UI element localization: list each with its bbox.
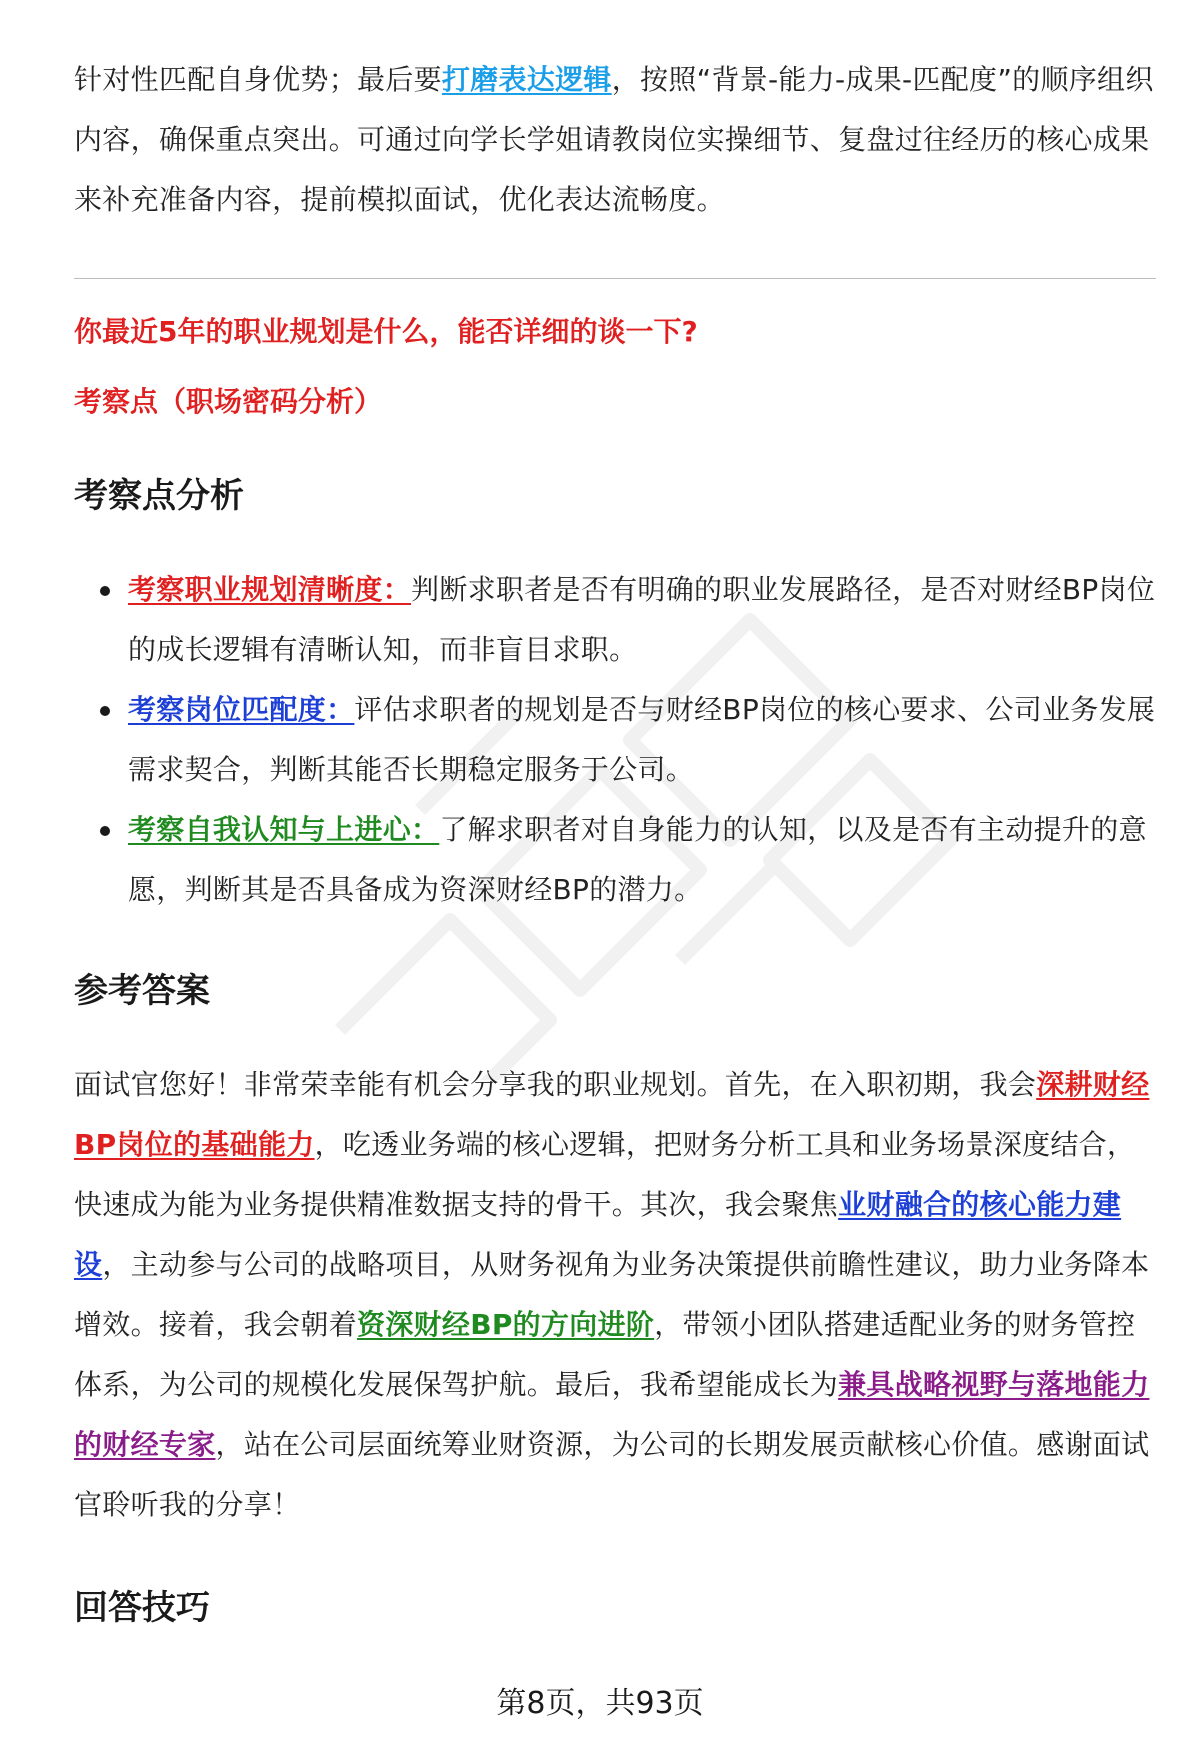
list-item: [128, 800, 1156, 920]
highlight-basic-ability: 深耕财经BP岗位的基础能力: [74, 1068, 1150, 1161]
page-footer: 第8页，共93页: [496, 1686, 704, 1721]
answer-text-4: ，带领小团队搭建适配业务的财务管控体系，为公司的规模化发展保驾护航。最后，我希望能成长为: [74, 1308, 1136, 1401]
list-item: [128, 560, 1156, 680]
analysis-list: [128, 560, 1156, 920]
highlight-finance-expert: 兼具战略视野与落地能力的财经专家: [74, 1368, 1150, 1461]
highlight-polish-logic: 打磨表达逻辑: [441, 63, 612, 96]
highlight-core-ability: 业财融合的核心能力建设: [74, 1188, 1122, 1281]
tips-heading: 回答技巧: [74, 1588, 210, 1628]
analysis-item-text: 了解求职者对自身能力的认知，以及是否有主动提升的意愿，判断其是否具备成为资深财经BP的潜力。: [128, 813, 1147, 906]
analysis-item-text: 判断求职者是否有明确的职业发展路径，是否对财经BP岗位的成长逻辑有清晰认知，而非盲目求职。: [128, 573, 1156, 666]
section-divider: [74, 278, 1156, 279]
analysis-item-text: 评估求职者的规划是否与财经BP岗位的核心要求、公司业务发展需求契合，判断其能否长期稳定服务于公司。: [128, 693, 1156, 786]
analysis-heading: 考察点分析: [74, 476, 244, 516]
answer-text-1: 面试官您好！非常荣幸能有机会分享我的职业规划。首先，在入职初期，我会: [74, 1068, 1037, 1101]
intro-paragraph: [74, 50, 1156, 230]
answer-paragraph: [74, 1055, 1156, 1535]
list-item: [128, 680, 1156, 800]
answer-text-2: ，吃透业务端的核心逻辑，把财务分析工具和业务场景深度结合，快速成为能为业务提供精准数据支持的骨干。其次，我会聚焦: [74, 1128, 1136, 1221]
intro-text-2: ，按照“背景-能力-成果-匹配度”的顺序组织内容，确保重点突出。可通过向学长学姐请教岗位实操细节、复盘过往经历的核心成果来补充准备内容，提前模拟面试，优化表达流畅度。: [74, 63, 1154, 216]
exam-point-label: 考察点（职场密码分析）: [74, 385, 383, 418]
bullet-dot-icon: [100, 826, 110, 836]
highlight-senior-bp: 资深财经BP的方向进阶: [357, 1308, 655, 1341]
analysis-item-label: 考察职业规划清晰度：: [128, 573, 412, 606]
interview-question: 你最近5年的职业规划是什么，能否详细的谈一下?: [74, 315, 698, 348]
answer-text-5: ，站在公司层面统筹业财资源，为公司的长期发展贡献核心价值。感谢面试官聆听我的分享！: [74, 1428, 1150, 1521]
intro-text-1: 针对性匹配自身优势；最后要: [74, 63, 442, 96]
bullet-dot-icon: [100, 586, 110, 596]
answer-text-3: ，主动参与公司的战略项目，从财务视角为业务决策提供前瞻性建议，助力业务降本增效。接着，我会朝着: [74, 1248, 1150, 1341]
analysis-item-label: 考察岗位匹配度：: [128, 693, 355, 726]
analysis-item-label: 考察自我认知与上进心：: [128, 813, 440, 846]
bullet-dot-icon: [100, 706, 110, 716]
answer-heading: 参考答案: [74, 971, 210, 1011]
